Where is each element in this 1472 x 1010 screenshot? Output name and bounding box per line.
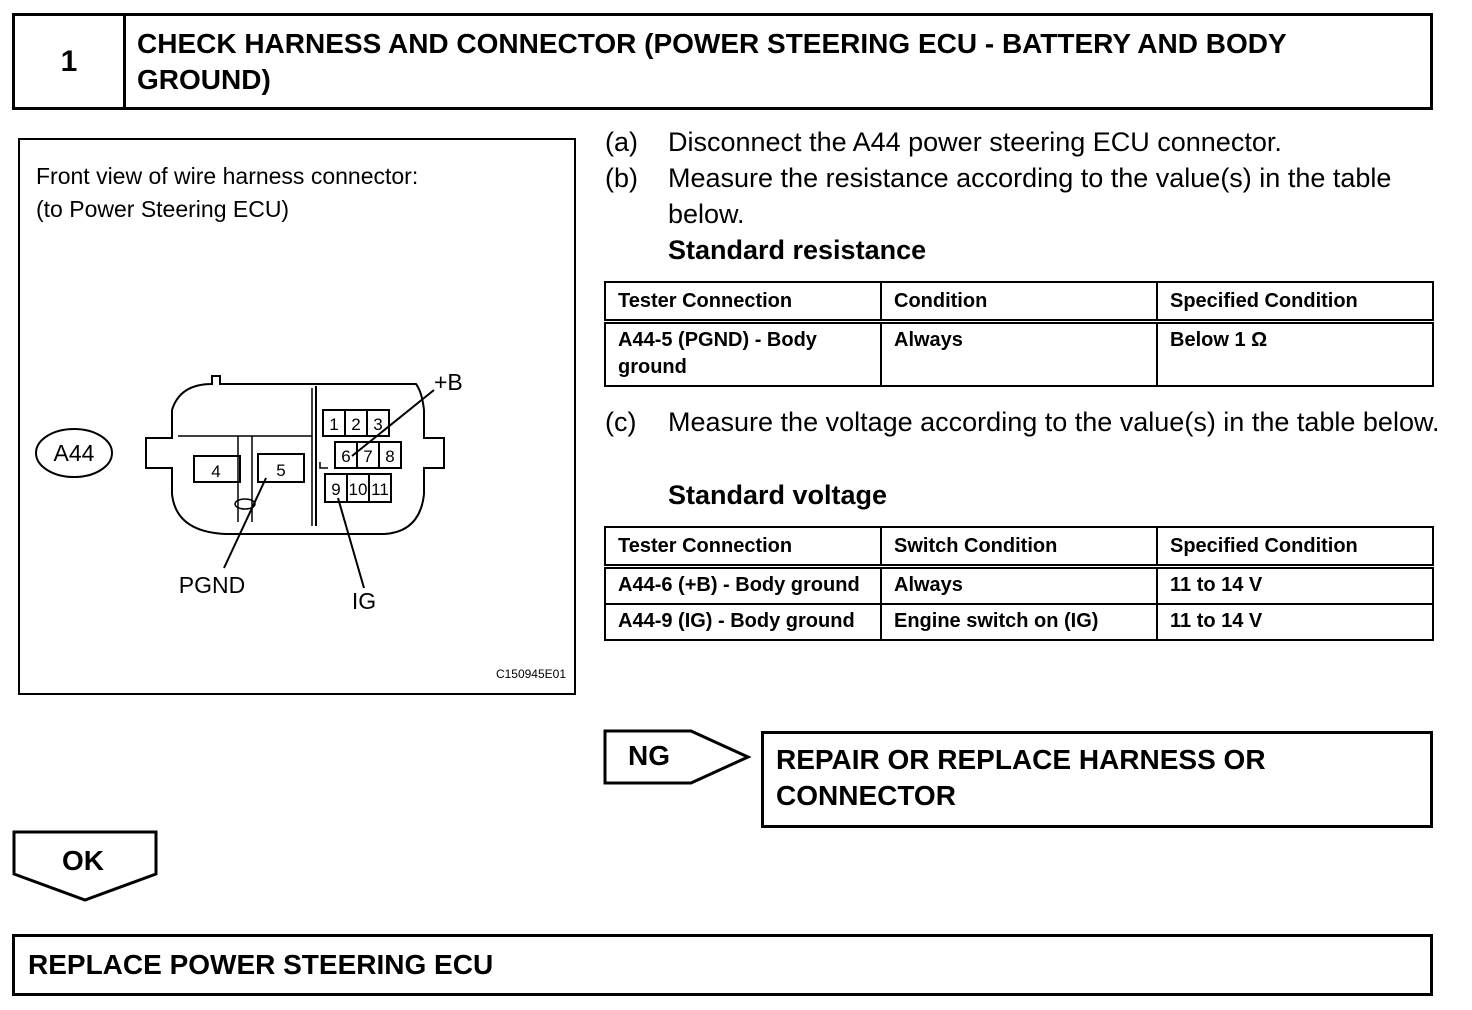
plus-b-label: +B (434, 369, 463, 395)
instruction-a (605, 124, 1435, 160)
connector-figure (18, 138, 576, 695)
pin-4-label: 4 (211, 462, 221, 481)
pin-6-label: 6 (341, 447, 351, 466)
instruction-a-letter: (a) (605, 127, 638, 157)
pgnd-label: PGND (178, 572, 246, 598)
instruction-a-text: Disconnect the A44 power steering ECU connector. (668, 127, 1282, 157)
table-cell: 11 to 14 V (1157, 567, 1433, 605)
table-cell: A44-5 (PGND) - Body ground (605, 322, 881, 387)
pin-10-label: 10 (348, 480, 368, 499)
table-cell: A44-9 (IG) - Body ground (605, 604, 881, 640)
step-header (12, 13, 1433, 110)
pgnd-leader (224, 478, 266, 568)
step-title: CHECK HARNESS AND CONNECTOR (POWER STEERING ECU - BATTERY AND BODY GROUND) (137, 28, 1287, 95)
table-header-cell: Tester Connection (605, 527, 881, 567)
ok-action-box: REPLACE POWER STEERING ECU (12, 934, 1433, 996)
table-row (605, 567, 1433, 605)
voltage-table (604, 526, 1434, 641)
table-header-cell: Tester Connection (605, 282, 881, 322)
pin-7-label: 7 (363, 447, 373, 466)
pin-2-label: 2 (351, 415, 361, 434)
step-number: 1 (15, 16, 126, 107)
table-cell: A44-6 (+B) - Body ground (605, 567, 881, 605)
figure-caption-line2: (to Power Steering ECU) (36, 196, 290, 222)
pin-11-label: 11 (371, 480, 389, 499)
voltage-table-header (605, 527, 1433, 567)
table-row (605, 322, 1433, 387)
ok-label: OK (62, 845, 104, 876)
resistance-table-header (605, 282, 1433, 322)
instruction-b (605, 160, 1435, 232)
table-header-cell: Specified Condition (1157, 527, 1433, 567)
table-header-cell: Specified Condition (1157, 282, 1433, 322)
standard-voltage-label: Standard voltage (668, 480, 888, 510)
figure-code: C150945E01 (495, 667, 566, 681)
ng-label: NG (628, 740, 670, 771)
resistance-table (604, 281, 1434, 387)
instruction-c-letter: (c) (605, 407, 637, 437)
connector-id-label: A44 (53, 440, 95, 466)
pin-3-label: 3 (373, 415, 383, 434)
table-header-cell: Switch Condition (881, 527, 1157, 567)
table-header-cell: Condition (881, 282, 1157, 322)
instruction-b-text: Measure the resistance according to the value(s) in the table below. (668, 163, 1392, 229)
table-cell: Always (881, 322, 1157, 387)
table-row (605, 604, 1433, 640)
pin-1-label: 1 (329, 415, 339, 434)
ig-label: IG (351, 588, 377, 614)
table-cell: Below 1 Ω (1157, 322, 1433, 387)
ng-action-box: REPAIR OR REPLACE HARNESS OR CONNECTOR (761, 731, 1433, 828)
pin-8-label: 8 (385, 447, 395, 466)
table-cell: Always (881, 567, 1157, 605)
figure-caption-line1: Front view of wire harness connector: (36, 163, 419, 189)
ig-leader (338, 498, 364, 588)
ng-arrow (603, 728, 753, 788)
instruction-c-text: Measure the voltage according to the value(s) in the table below. (668, 407, 1440, 437)
instruction-b-letter: (b) (605, 163, 638, 193)
pin-5-label: 5 (276, 461, 286, 480)
connector-diagram (20, 140, 574, 693)
pin-9-label: 9 (331, 480, 341, 499)
instruction-c (605, 404, 1440, 476)
table-cell: 11 to 14 V (1157, 604, 1433, 640)
standard-resistance-label: Standard resistance (668, 235, 927, 265)
table-cell: Engine switch on (IG) (881, 604, 1157, 640)
